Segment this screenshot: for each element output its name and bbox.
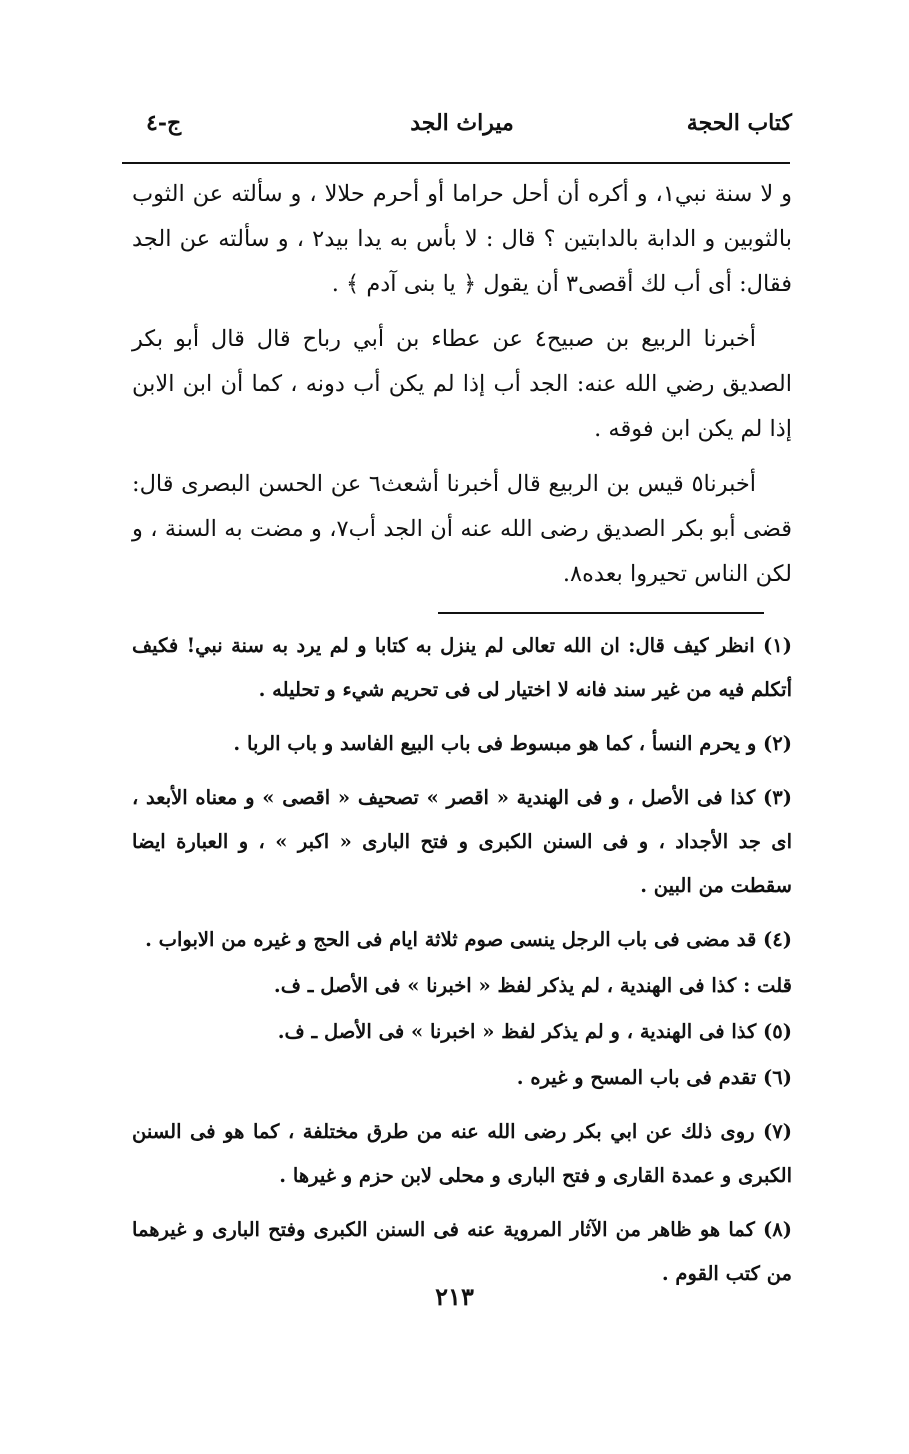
- footnote-5: (٥) كذا فى الهندية ، و لم يذكر لفظ « اخبرنا » فى الأصل ـ ف.: [277, 1020, 792, 1043]
- main-text: [132, 172, 792, 597]
- footnote-separator: [438, 612, 764, 614]
- footnotes: [132, 624, 792, 1306]
- page-header: [132, 104, 792, 144]
- footnote-7: (٧) روى ذلك عن ابي بكر رضى الله عنه من طرق مختلفة ، كما هو فى السنن الكبرى و عمدة القارى و فتح البارى و محلى لابن حزم و غيرها .: [132, 1120, 792, 1187]
- page-number: ٢١٣: [435, 1282, 474, 1311]
- footnote-8: (٨) كما هو ظاهر من الآثار المروية عنه فى السنن الكبرى وفتح البارى و غيرهما من كتب القوم .: [132, 1218, 792, 1285]
- main-paragraph-2: أخبرنا الربيع بن صبيح٤ عن عطاء بن أبي رباح قال قال أبو بكر الصديق رضي الله عنه: الجد أب إذا لم يكن أب دونه ، كما أن ابن الابن إذا لم يكن ابن فوقه .: [132, 326, 792, 442]
- footnote-6: (٦) تقدم فى باب المسح و غيره .: [516, 1066, 792, 1089]
- footnote-4-note: قلت : كذا فى الهندية ، لم يذكر لفظ « اخبرنا » فى الأصل ـ ف.: [273, 974, 792, 997]
- main-paragraph-1: و لا سنة نبي١، و أكره أن أحل حراما أو أحرم حلالا ، و سألته عن الثوب بالثوبين و الدابة بالدابتين ؟ قال : لا بأس به يدا بيد٢ ، و سألته عن الجد فقال: أى أب لك أقصى٣ أن يقول ﴿ يا بنى آدم ﴾ .: [132, 181, 792, 297]
- header-rule: [122, 162, 790, 164]
- footnote-2: (٢) و يحرم النسأ ، كما هو مبسوط فى باب البيع الفاسد و باب الربا .: [233, 732, 792, 755]
- volume-number: ج-٤: [146, 110, 182, 136]
- chapter-title: ميراث الجد: [410, 110, 514, 136]
- footnote-4: (٤) قد مضى فى باب الرجل ينسى صوم ثلاثة ايام فى الحج و غيره من الابواب .: [145, 928, 792, 951]
- footnote-3: (٣) كذا فى الأصل ، و فى الهندية « اقصر » تصحيف « اقصى » و معناه الأبعد ، اى جد الأجداد ، و فى السنن الكبرى و فتح البارى « اكبر » ، و العبارة ايضا سقطت من البين .: [132, 786, 792, 897]
- book-title: كتاب الحجة: [686, 110, 792, 136]
- footnote-1: (١) انظر كيف قال: ان الله تعالى لم ينزل به كتابا و لم يرد به سنة نبي! فكيف أتكلم فيه من غير سند فانه لا اختيار لى فى تحريم شيء و تحليله .: [132, 634, 792, 701]
- main-paragraph-3: أخبرنا٥ قيس بن الربيع قال أخبرنا أشعث٦ عن الحسن البصرى قال: قضى أبو بكر الصديق رضى الله عنه أن الجد أب٧، و مضت به السنة ، و لكن الناس تحيروا بعده٨.: [132, 471, 792, 587]
